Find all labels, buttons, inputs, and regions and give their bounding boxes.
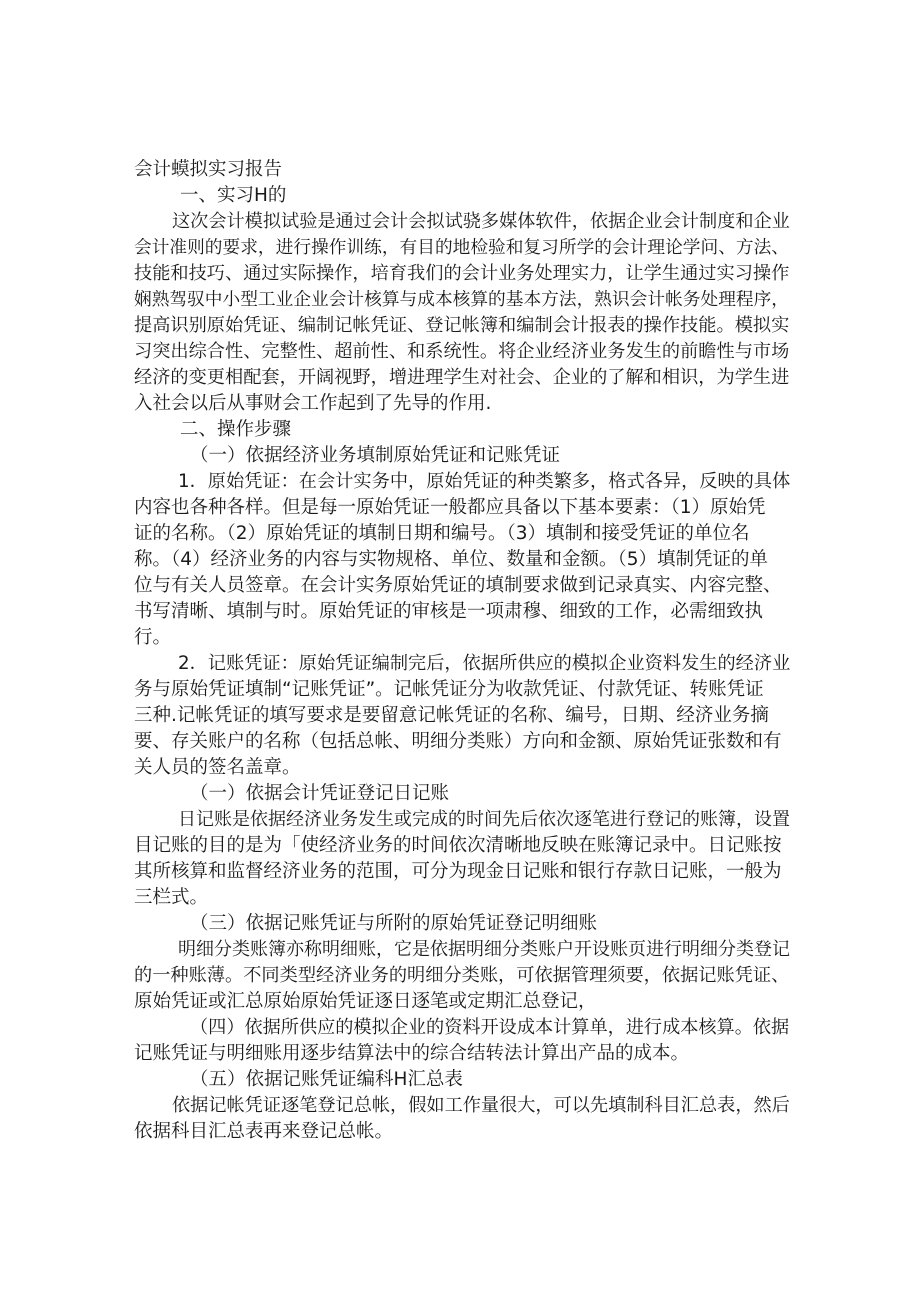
text-line: 称。（4）经济业务的内容与实物规格、单位、数量和金额。（5）填制凭证的单 bbox=[134, 549, 769, 570]
text-line: 技能和技巧、通过实际操作，培育我们的会计业务处理实力，让学生通过实习操作 bbox=[134, 263, 790, 284]
text-line: 目记账的目的是为「使经济业务的时间依次清晰地反映在账簿记录中。日记账按 bbox=[134, 835, 782, 856]
subsection-heading: （五）依据记账凭证编科H汇总表 bbox=[190, 1069, 463, 1090]
text-line: 关人员的签名盖章。 bbox=[134, 757, 301, 778]
text-line: 的一种账薄。不同类型经济业务的明细分类账，可依据管理须要，依据记账凭证、 bbox=[134, 965, 790, 986]
text-line: 这次会计模拟试验是通过会计会拟试骁多媒体软件，依据企业会计制度和企业 bbox=[172, 211, 790, 232]
text-line: 经济的变更相配套，开阔视野，增进理学生对社会、企业的了解和相识，为学生进 bbox=[134, 367, 790, 388]
text-line: 务与原始凭证填制“记账凭证”。记帐凭证分为收款凭证、付款凭证、转账凭证 bbox=[134, 679, 764, 700]
text-line: 娴熟驾驭中小型工业企业会计核算与成本核算的基本方法，熟识会计帐务处理程序， bbox=[134, 290, 790, 310]
text-line: 1．原始凭证：在会计实务中，原始凭证的种类繁多，格式各异，反映的具体 bbox=[178, 471, 791, 492]
subsection-heading: （一）依据经济业务填制原始凭证和记账凭证 bbox=[190, 445, 561, 466]
text-line: （四）依据所供应的模拟企业的资料开设成本计算单，进行成本核算。依据 bbox=[190, 1017, 790, 1038]
document-title: 会计蟆拟实习报告 bbox=[134, 159, 283, 180]
text-line: 位与有关人员签章。在会计实务原始凭证的填制要求做到记录真实、内容完整、 bbox=[134, 575, 782, 596]
text-line: 习突出综合性、完整性、超前性、和系统性。将企业经济业务发生的前瞻性与市场 bbox=[134, 341, 790, 362]
text-line: 2．记账凭证：原始凭证编制完后，依据所供应的模拟企业资料发生的经济业 bbox=[178, 653, 791, 674]
text-line: 依据记帐凭证逐笔登记总帐，假如工作量很大，可以先填制科目汇总表，然后 bbox=[172, 1095, 790, 1116]
text-line: 其所核算和监督经济业务的范围，可分为现金日记账和银行存款日记账，一般为 bbox=[134, 861, 782, 882]
text-line: 明细分类账簿亦称明细账，它是依据明细分类账户开设账页进行明细分类登记 bbox=[178, 939, 790, 960]
text-line: 日记账是依据经济业务发生或完成的时间先后依次逐笔进行登记的账簿，设置 bbox=[178, 809, 790, 830]
section-heading: 一、实习H的 bbox=[180, 185, 287, 206]
text-line: 证的名称。（2）原始凭证的填制日期和编号。（3）填制和接受凭证的单位名 bbox=[134, 523, 750, 544]
text-line: 依据科目汇总表再来登记总帐。 bbox=[134, 1121, 394, 1142]
text-line: 行。 bbox=[134, 627, 172, 648]
text-line: 提高识别原始凭证、编制记帐凭证、登记帐簿和编制会计报表的操作技能。模拟实 bbox=[134, 315, 790, 336]
text-line: 要、存关账户的名称（包括总帐、明细分类账）方向和金额、原始凭证张数和有 bbox=[134, 731, 782, 752]
subsection-heading: （三）依据记账凭证与所附的原始凭证登记明细账 bbox=[190, 913, 598, 934]
subsection-heading: （一）依据会计凭证登记日记账 bbox=[190, 783, 450, 804]
text-line: 入社会以后从事财会工作起到了先导的作用. bbox=[134, 393, 492, 414]
text-line: 书写清晰、填制与时。原始凭证的审核是一项肃穆、细致的工作，必需细致执 bbox=[134, 601, 764, 622]
text-line: 原始凭证或汇总原始原始凭证逐日逐笔或定期汇总登记， bbox=[134, 991, 597, 1012]
section-heading: 二、操作步骤 bbox=[180, 419, 292, 440]
text-line: 记账凭证与明细账用逐步结算法中的综合结转法计算出产品的成本。 bbox=[134, 1043, 690, 1064]
text-line: 三栏式。 bbox=[134, 887, 209, 908]
text-line: 会计准则的要求，进行操作训练，有目的地检验和复习所学的会计理论学问、方法、 bbox=[134, 238, 790, 258]
text-line: 三种.记帐凭证的填写要求是要留意记帐凭证的名称、编号，日期、经济业务摘 bbox=[134, 705, 769, 726]
text-line: 内容也各种各样。但是每一原始凭证一般都应具备以下基本要素：（1）原始凭 bbox=[134, 497, 766, 518]
